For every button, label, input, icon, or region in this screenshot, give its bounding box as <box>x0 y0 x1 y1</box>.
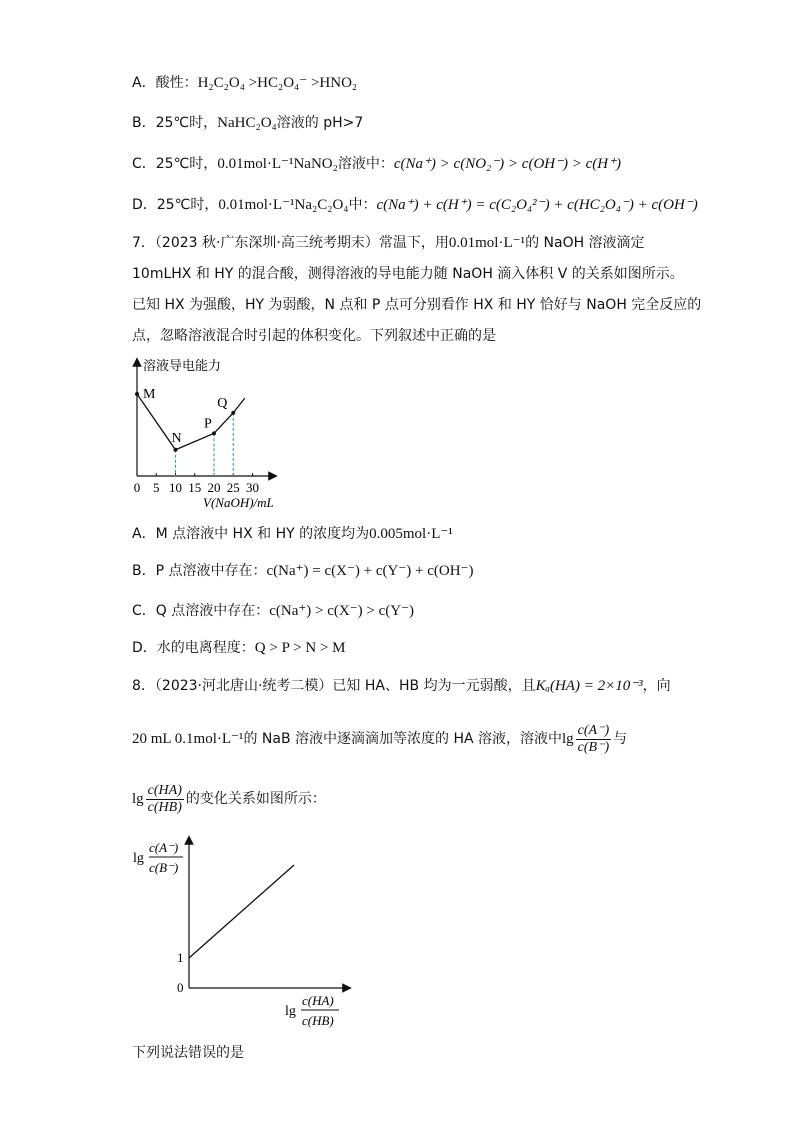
q8-x-label-den: c(HB) <box>302 1013 334 1028</box>
q7-point-m <box>135 392 139 396</box>
q7-y-axis-label: 溶液导电能力 <box>143 359 222 374</box>
q8-stem-line3-b: 的变化关系如图所示： <box>185 791 326 807</box>
q7-x-tick-label: 30 <box>246 480 259 495</box>
q8-y-label-num: c(A⁻) <box>149 840 179 855</box>
q8-stem-line2 <box>132 720 627 758</box>
q6-option-d <box>132 195 698 215</box>
q7-x-tick-label: 25 <box>226 480 240 495</box>
q7-x-tick-label: 0 <box>133 480 141 495</box>
q8-stem-line1 <box>132 676 671 696</box>
q7-conductivity-line <box>137 394 245 450</box>
q6-option-b-prefix: B．25℃时， <box>132 115 218 131</box>
q7-conductivity-chart <box>125 352 315 517</box>
q7-stem-line4: 点，忽略溶液混合时引起的体积变化。下列叙述中正确的是 <box>132 328 496 344</box>
q7-stem-line1 <box>132 233 645 253</box>
q7-point-label-n: N <box>171 430 182 446</box>
q7-option-b <box>132 561 473 581</box>
q8-ka: Kₐ(HA) = 2×10⁻³ <box>535 678 643 694</box>
q6-option-a <box>132 73 357 93</box>
q8-y-label-den: c(B⁻) <box>149 860 179 875</box>
q8-x-label-lg: lg <box>285 1004 296 1019</box>
q7-point-label-q: Q <box>217 395 228 411</box>
q6-option-b <box>132 113 363 133</box>
q8-stem-line3 <box>132 780 326 818</box>
q7-option-a-val: 0.005mol·L⁻¹ <box>369 526 453 542</box>
q7-option-d-expr: Q > P > N > M <box>254 640 346 656</box>
q7-option-d <box>132 638 345 658</box>
q8-lg-1: lg <box>562 731 574 747</box>
q6-option-c-mid: 溶液中： <box>337 156 394 172</box>
q8-stem-line2-c: 与 <box>613 731 628 747</box>
q6-option-c-expr: c(Na⁺) > c(NO₂⁻) > c(OH⁻) > c(H⁺) <box>393 156 622 172</box>
q7-stem-line3: 已知 HX 为强酸，HY 为弱酸，N 点和 P 点可分别看作 HX 和 HY 恰好与 NaOH 完全反应的 <box>132 297 702 313</box>
q7-stem-line1-conc: 0.01mol·L⁻¹ <box>448 235 526 251</box>
q6-option-d-expr: c(Na⁺) + c(H⁺) = c(C₂O₄²⁻) + c(HC₂O₄⁻) + c(OH⁻) <box>376 197 698 213</box>
q6-option-b-expr: NaHC₂O₄ <box>217 115 277 131</box>
q8-frac1-den: c(B⁻) <box>577 739 610 755</box>
q7-option-b-expr: c(Na⁺) = c(X⁻) + c(Y⁻) + c(OH⁻) <box>266 563 474 579</box>
q6-option-d-prefix: D．25℃时， <box>132 197 219 213</box>
q7-x-tick-label: 10 <box>169 480 182 495</box>
q8-y-tick-1: 1 <box>177 950 184 965</box>
q7-option-d-pre: D．水的电离程度： <box>132 640 255 656</box>
q7-option-c <box>132 601 414 621</box>
q7-point-q <box>231 411 235 415</box>
q7-option-a <box>132 524 453 544</box>
q8-stem-line2-b: 的 NaB 溶液中逐滴滴加等浓度的 HA 溶液，溶液中 <box>243 731 562 747</box>
q8-lg-2: lg <box>132 791 144 807</box>
q7-stem-line1-a: 7．（2023 秋·广东深圳·高三统考期末）常温下，用 <box>132 235 449 251</box>
q8-x-label-num: c(HA) <box>302 993 334 1008</box>
q8-stem-line1-a: 8．（2023·河北唐山·统考二模）已知 HA、HB 均为一元弱酸，且 <box>132 678 536 694</box>
q7-option-a-pre: A．M 点溶液中 HX 和 HY 的浓度均为 <box>132 526 370 542</box>
q8-y-label-lg: lg <box>133 851 144 866</box>
q7-x-tick-label: 15 <box>188 480 202 495</box>
q7-point-label-m: M <box>143 387 156 402</box>
q8-lg-chart <box>125 832 355 1032</box>
q7-point-label-p: P <box>204 416 212 432</box>
q8-footer: 下列说法错误的是 <box>132 1045 244 1061</box>
q7-x-tick-label: 20 <box>207 480 221 495</box>
q6-option-a-expr: H₂C₂O₄ >HC₂O₄⁻ >HNO₂ <box>197 75 358 91</box>
q6-option-c-prefix: C．25℃时， <box>132 156 218 172</box>
q6-option-a-prefix: A．酸性： <box>132 75 198 91</box>
q7-x-axis-label: V(NaOH)/mL <box>203 495 274 510</box>
q8-fraction-ab <box>576 723 611 756</box>
q8-frac2-num: c(HA) <box>147 782 182 798</box>
q7-option-c-expr: c(Na⁺) > c(X⁻) > c(Y⁻) <box>269 603 415 619</box>
q7-stem-line1-b: 的 NaOH 溶液滴定 <box>525 235 645 251</box>
q7-point-p <box>212 431 216 435</box>
q7-option-b-pre: B．P 点溶液中存在： <box>132 563 267 579</box>
q8-fraction-h <box>146 783 184 816</box>
q7-point-n <box>174 448 178 452</box>
q8-stem-line1-b: ，向 <box>642 678 671 694</box>
q7-x-tick-label: 5 <box>153 480 160 495</box>
q8-frac2-den: c(HB) <box>147 799 182 815</box>
q6-option-d-mid: 中： <box>348 197 377 213</box>
q8-concentration: 20 mL 0.1mol·L⁻¹ <box>132 731 244 747</box>
q7-option-c-pre: C．Q 点溶液中存在： <box>132 603 270 619</box>
q6-option-b-suffix: 溶液的 pH>7 <box>276 115 364 131</box>
q6-option-c-conc: 0.01mol·L⁻¹NaNO₂ <box>217 156 338 172</box>
q7-stem-line2: 10mLHX 和 HY 的混合酸，测得溶液的导电能力随 NaOH 滴入体积 V 的关系如图所示。 <box>132 266 684 282</box>
q6-option-d-conc: 0.01mol·L⁻¹Na₂C₂O₄ <box>218 197 349 213</box>
q6-option-c <box>132 154 621 174</box>
q8-frac1-num: c(A⁻) <box>577 722 610 738</box>
q8-linear-relation <box>189 865 294 958</box>
q8-origin-label: 0 <box>177 980 184 995</box>
